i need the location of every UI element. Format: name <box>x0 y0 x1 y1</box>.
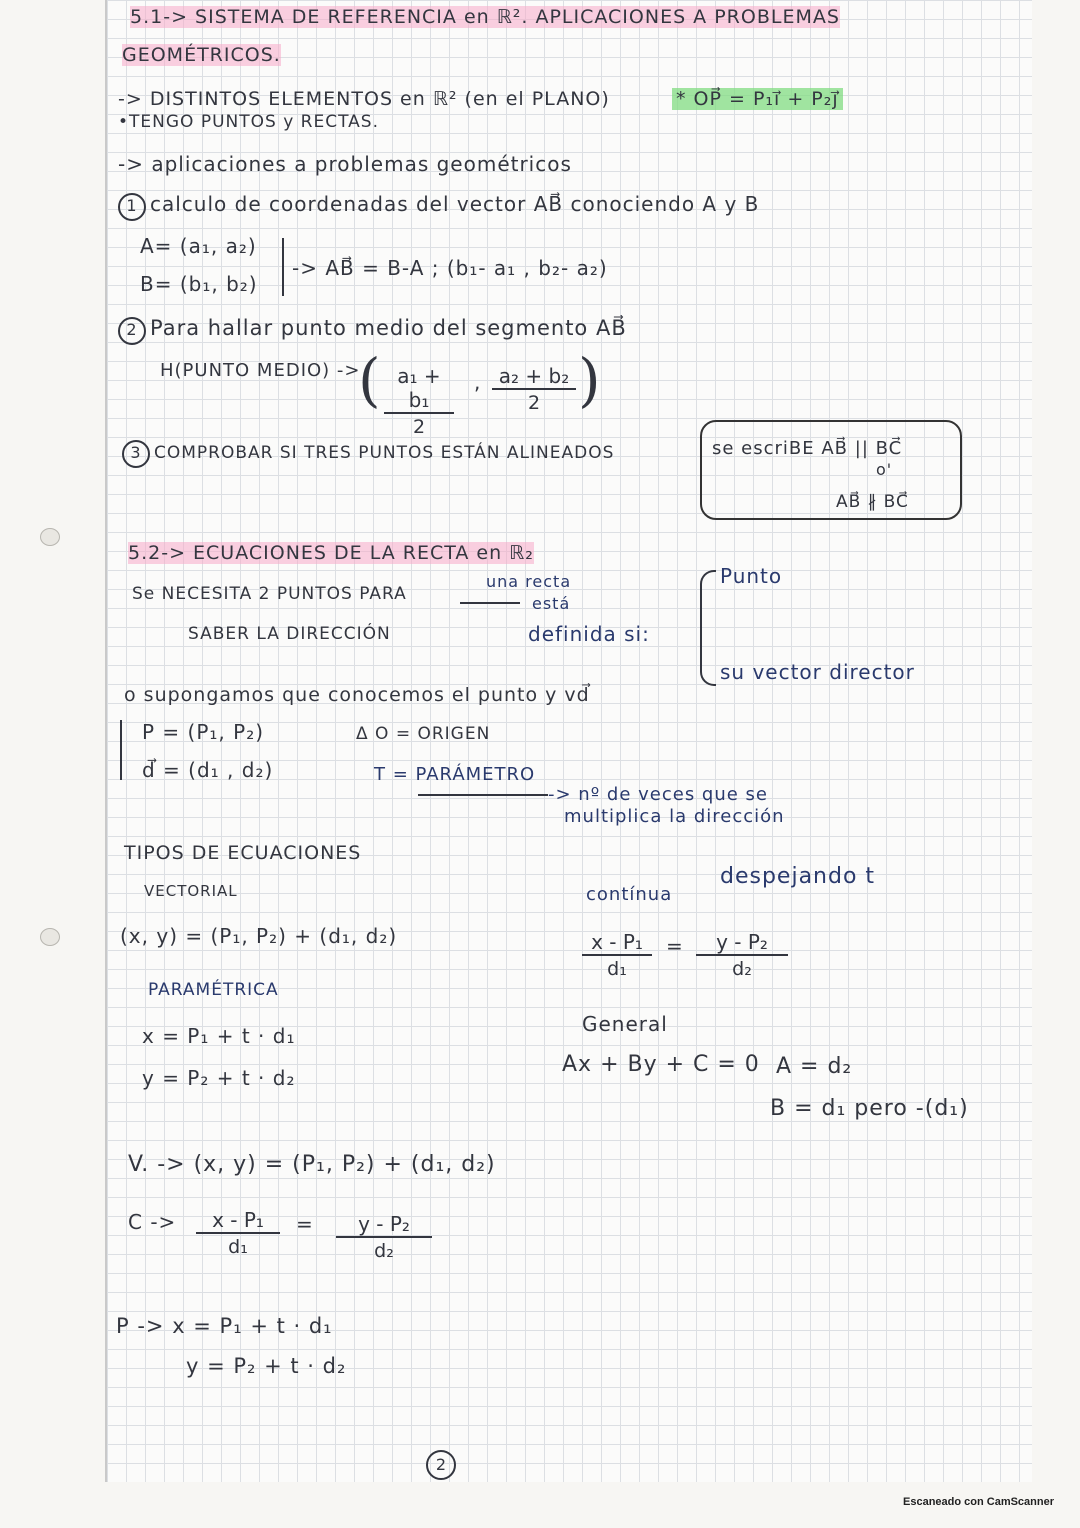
section-2-title: 5.2-> ECUACIONES DE LA RECTA en ℝ₂ <box>128 542 534 564</box>
binder-hole <box>40 928 60 946</box>
brace-line <box>282 238 284 296</box>
denominator: 2 <box>412 416 426 438</box>
d-definition: d⃗ = (d₁ , d₂) <box>142 758 274 782</box>
section-1-title-cont: GEOMÉTRICOS. <box>122 44 281 66</box>
general-label: General <box>582 1012 668 1036</box>
item-1 <box>118 192 759 221</box>
midpoint-x <box>384 364 454 438</box>
numerator: a₂ + b₂ <box>492 364 576 390</box>
general-equation: Ax + By + C = 0 <box>562 1052 760 1077</box>
a-definition: A= (a₁, a₂) <box>140 234 257 258</box>
o-label: o' <box>876 460 893 479</box>
origen: Δ O = ORIGEN <box>356 724 491 744</box>
su-vector-director: su vector director <box>720 660 915 684</box>
page-number: 2 <box>426 1450 456 1480</box>
paren-right: ) <box>578 346 601 414</box>
item-number: 3 <box>122 440 150 468</box>
definida: definida si: <box>528 622 650 646</box>
equals: = <box>296 1212 314 1236</box>
a-equals: A = d₂ <box>776 1054 853 1079</box>
denominator: d₂ <box>732 958 752 980</box>
b-equals: B = d₁ pero -(d₁) <box>770 1096 969 1121</box>
tengo-puntos: •TENGO PUNTOS y RECTAS. <box>118 112 379 132</box>
continua-label: contínua <box>586 884 673 905</box>
item-number: 1 <box>118 193 146 221</box>
arrow-line <box>460 602 520 604</box>
vectorial-label: VECTORIAL <box>144 882 238 900</box>
necesita-2: SABER LA DIRECCIÓN <box>188 624 391 644</box>
summary-param-x: P -> x = P₁ + t · d₁ <box>116 1314 333 1338</box>
curly-brace <box>700 570 716 686</box>
underline <box>418 794 548 796</box>
binder-hole <box>40 528 60 546</box>
numerator: x - P₁ <box>196 1208 280 1234</box>
midpoint-y <box>492 364 576 414</box>
item-3 <box>122 440 614 468</box>
section-1-title: 5.1-> SISTEMA DE REFERENCIA en ℝ². APLICACIONES A PROBLEMAS <box>130 6 840 28</box>
una-recta: una recta <box>486 572 572 591</box>
item-2-text: Para hallar punto medio del segmento AB⃗ <box>150 316 627 340</box>
equals: = <box>666 934 684 958</box>
item-number: 2 <box>118 317 146 345</box>
continua-left <box>582 930 652 980</box>
punto: Punto <box>720 564 783 588</box>
op-formula: * OP⃗ = P₁i⃗ + P₂j⃗ <box>672 88 843 110</box>
item-3-text: COMPROBAR SI TRES PUNTOS ESTÁN ALINEADOS <box>154 443 615 463</box>
denominator: d₁ <box>228 1236 248 1258</box>
comma: , <box>474 370 482 394</box>
despejando-t: despejando t <box>720 864 876 889</box>
suponemos: o supongamos que conocemos el punto y vd⃗ <box>124 684 590 706</box>
n-veces-2: multiplica la dirección <box>564 806 785 827</box>
summary-continua-right <box>336 1212 432 1262</box>
b-definition: B= (b₁, b₂) <box>140 272 258 296</box>
se-escribe: se escriBE AB⃗ || BC⃗ <box>712 438 903 459</box>
aplicaciones: -> aplicaciones a problemas geométricos <box>118 152 572 176</box>
parametrica-label: PARAMÉTRICA <box>148 980 279 1000</box>
esta: está <box>532 594 571 613</box>
brace-line <box>120 720 122 780</box>
vectorial-equation: (x, y) = (P₁, P₂) + (d₁, d₂) <box>120 924 398 948</box>
numerator: a₁ + b₁ <box>384 364 454 414</box>
p-definition: P = (P₁, P₂) <box>142 720 265 744</box>
necesita-1: Se NECESITA 2 PUNTOS PARA <box>132 584 407 604</box>
denominator: 2 <box>527 392 541 414</box>
summary-param-y: y = P₂ + t · d₂ <box>186 1354 347 1378</box>
param-x: x = P₁ + t · d₁ <box>142 1024 296 1048</box>
summary-vectorial: V. -> (x, y) = (P₁, P₂) + (d₁, d₂) <box>128 1152 496 1177</box>
continua-right <box>696 930 788 980</box>
denominator: d₂ <box>374 1240 394 1262</box>
n-veces-1: -> nº de veces que se <box>548 784 769 805</box>
paren-left: ( <box>358 346 381 414</box>
scanner-watermark: Escaneado con CamScanner <box>903 1496 1055 1508</box>
numerator: y - P₂ <box>696 930 788 956</box>
alignment-box <box>700 420 962 520</box>
ab-not-parallel: AB⃗ ∦ BC⃗ <box>836 492 909 512</box>
punto-medio-label: H(PUNTO MEDIO) -> <box>160 360 361 381</box>
parametro: T = PARÁMETRO <box>374 764 536 785</box>
item-1-text: calculo de coordenadas del vector AB⃗ conociendo A y B <box>150 192 760 216</box>
numerator: y - P₂ <box>336 1212 432 1238</box>
param-y: y = P₂ + t · d₂ <box>142 1066 296 1090</box>
summary-continua-label: C -> <box>128 1210 177 1234</box>
distintos-elementos: -> DISTINTOS ELEMENTOS en ℝ² (en el PLANO) <box>118 88 610 110</box>
denominator: d₁ <box>607 958 627 980</box>
ab-formula: -> AB⃗ = B-A ; (b₁- a₁ , b₂- a₂) <box>292 256 608 280</box>
summary-continua-left <box>196 1208 280 1258</box>
tipos-ecuaciones: TIPOS DE ECUACIONES <box>124 842 362 864</box>
numerator: x - P₁ <box>582 930 652 956</box>
item-2 <box>118 316 627 345</box>
